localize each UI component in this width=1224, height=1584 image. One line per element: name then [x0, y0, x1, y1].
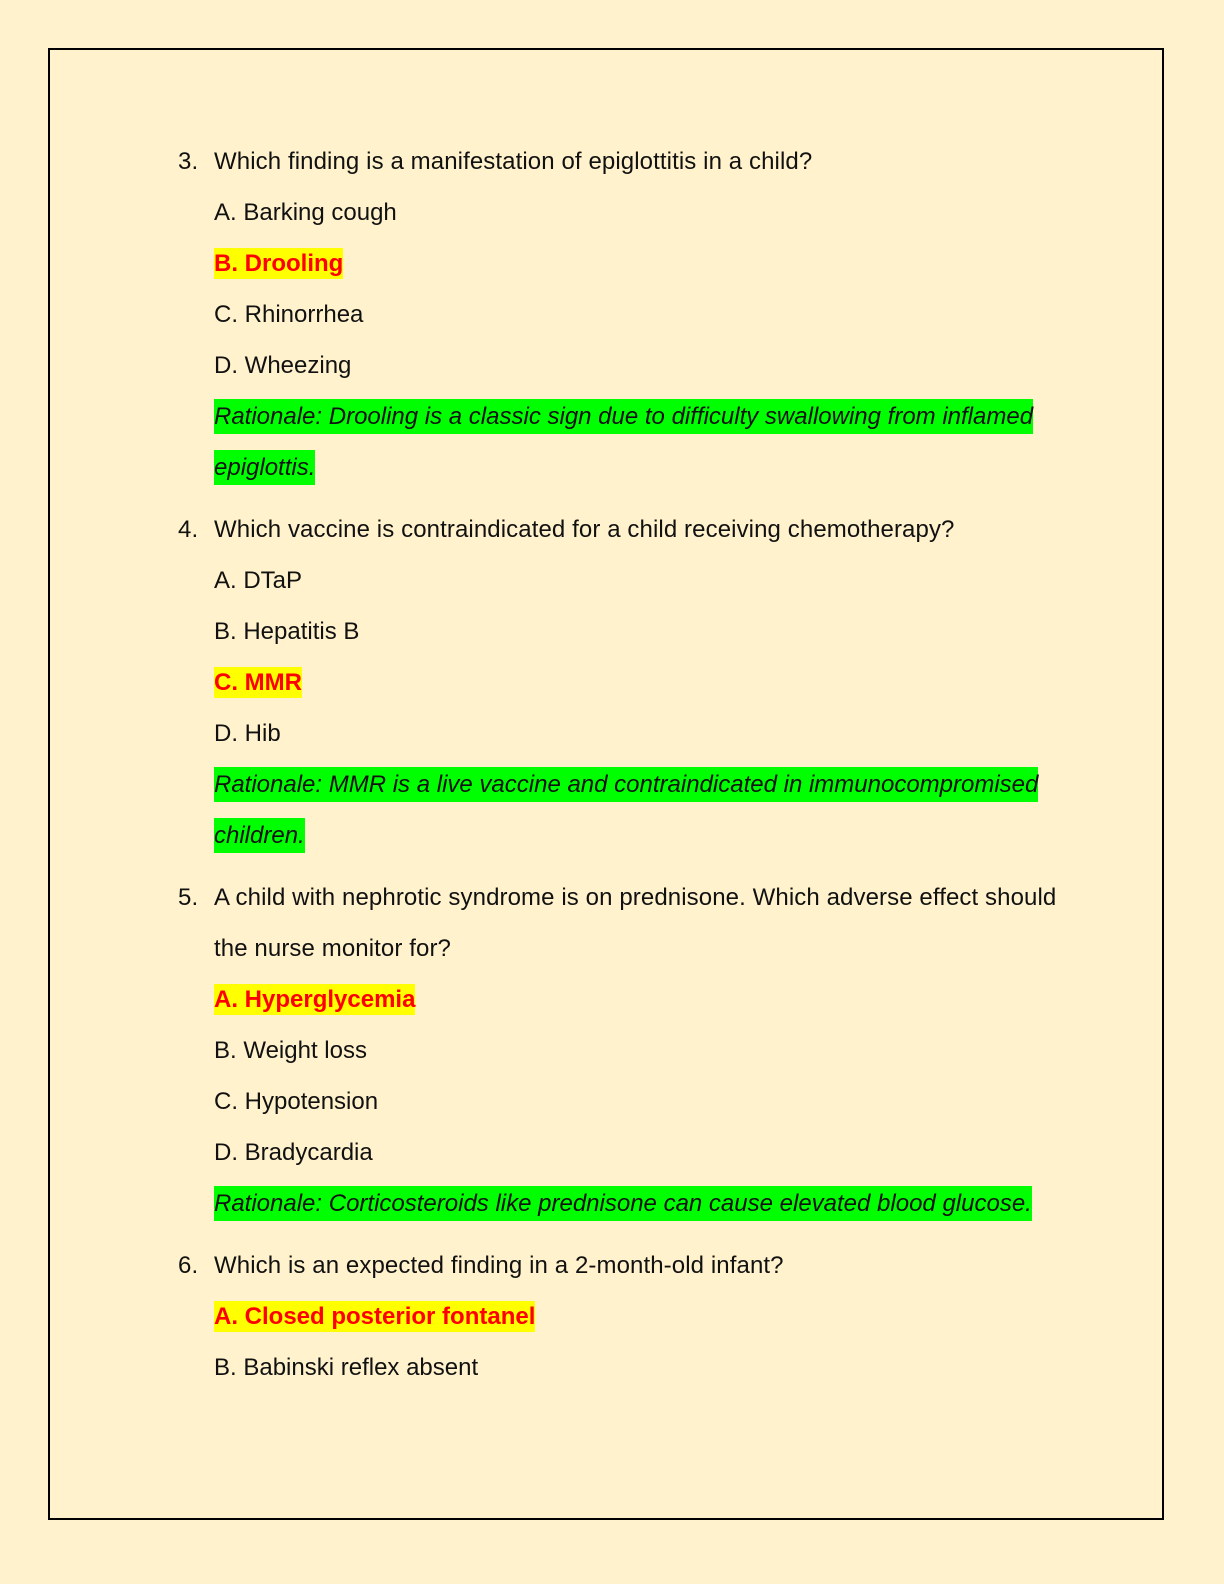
question-4: [178, 504, 1078, 861]
question-line: [178, 1240, 1078, 1291]
option-d: D. Bradycardia: [214, 1139, 373, 1166]
question-text: A child with nephrotic syndrome is on prednisone. Which adverse effect should the nurse monitor for?: [214, 884, 1057, 962]
question-3: [178, 136, 1078, 493]
question-number: 5.: [178, 884, 199, 911]
option-a-correct: A. Closed posterior fontanel: [214, 1303, 536, 1330]
question-number: 6.: [178, 1252, 199, 1279]
option-c: C. Hypotension: [214, 1088, 379, 1115]
question-text: Which finding is a manifestation of epiglottitis in a child?: [214, 148, 813, 175]
option-b: B. Weight loss: [214, 1037, 367, 1064]
option-b-correct: B. Drooling: [214, 250, 344, 277]
option-a: A. DTaP: [214, 567, 303, 594]
rationale: Rationale: Drooling is a classic sign due to difficulty swallowing from inflamed epiglottis.: [178, 391, 1078, 493]
option-a-correct: A. Hyperglycemia: [214, 986, 416, 1013]
rationale: Rationale: Corticosteroids like prednisone can cause elevated blood glucose.: [178, 1178, 1078, 1229]
question-list: [178, 136, 1078, 1393]
option-b: B. Babinski reflex absent: [214, 1354, 479, 1381]
question-text: Which is an expected finding in a 2-month-old infant?: [214, 1252, 784, 1279]
option-d: D. Wheezing: [214, 352, 352, 379]
option-a: A. Barking cough: [214, 199, 397, 226]
question-line: [178, 872, 1078, 974]
question-6: [178, 1240, 1078, 1393]
question-5: [178, 872, 1078, 1229]
option-c-correct: C. MMR: [214, 669, 302, 696]
option-c: C. Rhinorrhea: [214, 301, 364, 328]
question-number: 4.: [178, 516, 199, 543]
question-line: [178, 504, 1078, 555]
option-d: D. Hib: [214, 720, 281, 747]
option-b: B. Hepatitis B: [214, 618, 360, 645]
question-number: 3.: [178, 148, 199, 175]
question-line: [178, 136, 1078, 187]
rationale: Rationale: MMR is a live vaccine and contraindicated in immunocompromised children.: [178, 759, 1078, 861]
question-text: Which vaccine is contraindicated for a child receiving chemotherapy?: [214, 516, 955, 543]
